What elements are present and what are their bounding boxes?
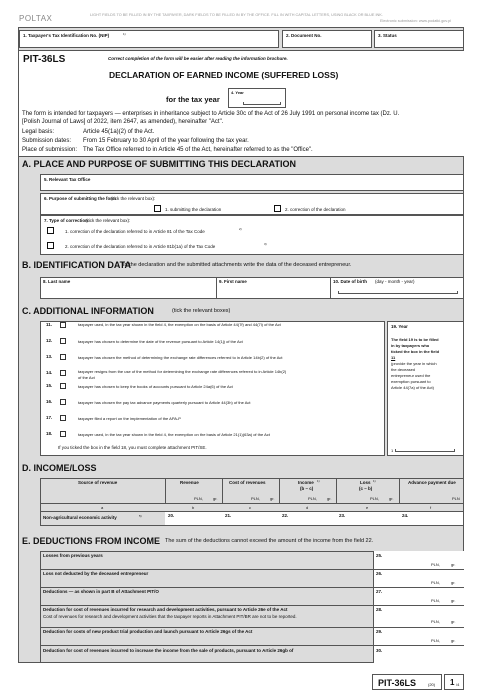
section-b-subtitle: In the declaration and the submitted attachments write the data of the deceased entrepreneur. — [123, 262, 352, 268]
item-17-text: taxpayer filed a report on the implementation of the APA-P — [78, 416, 181, 421]
letter-c: c — [249, 505, 251, 510]
letter-d: d — [306, 505, 309, 510]
form-intro-line1: The form is intended for taxpayers — enterprises in inheritance subject to Article 30c of the Act of 26 July 1991 on personal income tax (Dz. U. — [22, 111, 400, 117]
deduction-26-number: 26. — [376, 571, 383, 576]
correction-81-checkbox[interactable] — [47, 227, 54, 234]
advance-pln-unit: PLN — [452, 496, 460, 501]
footer-form-version: (20) — [428, 682, 436, 687]
purpose-submit-checkbox[interactable] — [154, 205, 161, 212]
deductions-amount-column — [373, 551, 464, 663]
cost-field[interactable] — [222, 512, 279, 526]
deduction-30-label: Deduction for cost of revenues incurred to increase the income from the sale of products, pursuant to Article 26gb of — [43, 648, 294, 653]
footer-form-code: PIT-36LS — [378, 678, 417, 688]
row-non-agricultural-label: Non-agricultural economic activity — [43, 515, 117, 520]
year-19-note-3: ticked the box in the field — [391, 349, 440, 354]
cost-pln-unit: PLN, — [251, 496, 260, 501]
deduction-26-label: Loss not deducted by the deceased entrepreneur — [43, 571, 149, 576]
revenue-gr-unit: gr. — [213, 496, 218, 501]
year-19-note-5: (provide the year in which — [391, 361, 437, 366]
correction-type-field — [40, 215, 464, 255]
year-19-note-1: The field 19 is to be filled — [391, 337, 439, 342]
row-divider — [40, 569, 464, 570]
status-label: 3. Status — [378, 33, 397, 38]
item-11-checkbox[interactable] — [60, 322, 66, 328]
row-divider — [40, 645, 464, 646]
col-loss-header: Loss — [360, 480, 371, 485]
item-14-text: taxpayer resigns from the use of the method for determining the exchange rate differences referred to in Article 14b(2) — [78, 369, 287, 374]
item-17-number: 17. — [46, 415, 53, 420]
item-11-number: 11. — [46, 322, 53, 327]
col-income-formula: (b – c) — [300, 486, 314, 491]
form-title: DECLARATION OF EARNED INCOME (SUFFERED LOSS) — [109, 70, 339, 80]
item-16-text: taxpayer has chosen the pay tax advance payments quarterly pursuant to Article 44(3h) of the Act — [78, 400, 251, 405]
year-19-note-8: exemption pursuant to — [391, 379, 431, 384]
field-21-number: 21. — [225, 513, 232, 518]
deduction-27-gr: gr. — [451, 598, 456, 603]
first-name-label: 9. First name — [219, 279, 247, 284]
year-19-note-2: in by taxpayers who — [391, 343, 430, 348]
year-label: 4. Year — [231, 90, 244, 95]
row-sup: 5) — [139, 514, 142, 518]
purpose-submit-label: 1. submitting the declaration — [165, 207, 222, 212]
item-16-checkbox[interactable] — [60, 399, 66, 405]
tax-office-field[interactable] — [40, 174, 464, 191]
purpose-correction-label: 2. correction of the declaration — [285, 207, 346, 212]
year-19-value: 1 — [391, 448, 394, 453]
legal-basis-key: Legal basis: — [22, 129, 55, 135]
item-11-text: taxpayer used, in the tax year shown in the field 4, the exemption on the basis of Article 44(7f) and 44(7i) of the Act — [78, 322, 281, 327]
advance-field[interactable] — [399, 512, 464, 526]
letter-a: a — [101, 505, 104, 510]
year-19-note-4: 11 — [391, 355, 396, 360]
item-15-text: taxpayer has chosen to keep the books of accounts pursuant to Article 24a(6) of the Act — [78, 384, 233, 389]
deduction-29-label: Deduction for costs of new product trial production and launch pursuant to Article 26gs of the Act — [43, 629, 253, 634]
deduction-25-pln: PLN, — [431, 562, 440, 567]
item-12-text: taxpayer has chosen to determine the date of the revenue pursuant to Article 14(1j) of the Act — [78, 339, 243, 344]
year-19-note-6: the deceased — [391, 367, 416, 372]
item-13-checkbox[interactable] — [60, 354, 66, 360]
purpose-field — [40, 193, 464, 215]
place-of-submission-value: The Tax Office referred to in Article 45 of the Act, hereinafter referred to as the "Office". — [83, 147, 313, 153]
nip-sup: 1) — [123, 32, 126, 36]
footer-page-total: /4 — [456, 682, 460, 687]
deduction-25-number: 25. — [376, 553, 383, 558]
col-income-header: Income — [298, 480, 314, 485]
deduction-30-number: 30. — [376, 648, 383, 653]
item-16-number: 16. — [46, 399, 53, 404]
deduction-25-label: Losses from previous years — [43, 553, 103, 558]
footer-code-box — [372, 674, 442, 690]
row-divider — [40, 587, 464, 588]
section-c-footnote: If you ticked the box in the field 18, you must complete attachment PIT/SE. — [58, 445, 207, 450]
correction-81-sup: 2) — [239, 227, 242, 231]
letter-row — [40, 504, 464, 512]
date-of-birth-hint: (day - month - year) — [375, 279, 415, 284]
correction-type-hint: (tick the relevant box): — [86, 218, 131, 223]
deduction-28-pln: PLN, — [431, 619, 440, 624]
item-13-text: taxpayer has chosen the method of determining the exchange rate differences referred to in Article 14b(2) of the Act — [78, 355, 283, 360]
deduction-28-number: 28. — [376, 607, 383, 612]
nip-field[interactable] — [19, 30, 279, 48]
deduction-28-label: Deduction for cost of revenues incurred for research and development activities, pursuant to Article 26e of the Act — [43, 607, 288, 612]
year-ticks — [243, 102, 281, 105]
section-e-title: E. DEDUCTIONS FROM INCOME — [22, 536, 161, 546]
item-14-text-cont: of the Act — [78, 375, 95, 380]
year-19-field[interactable] — [387, 321, 464, 456]
field-24-number: 24. — [402, 513, 409, 518]
deduction-29-gr: gr. — [451, 638, 456, 643]
last-name-field[interactable] — [40, 277, 216, 299]
section-c-hint: (tick the relevant boxes) — [172, 308, 231, 314]
electronic-submission: Electronic submission: www.podatki.gov.pl — [380, 19, 452, 23]
section-d-title: D. INCOME/LOSS — [22, 463, 97, 473]
income-gr-unit: gr. — [327, 496, 332, 501]
item-18-number: 18. — [46, 431, 53, 436]
item-18-checkbox[interactable] — [60, 431, 66, 437]
date-of-birth-ticks — [338, 291, 458, 294]
deduction-28-note: Cost of revenues for research and development activities that the taxpayer reports in Attachment PIT/BR are not to be reported. — [43, 614, 297, 619]
col-advance-header: Advance payment due — [408, 480, 456, 485]
letter-b: b — [192, 505, 195, 510]
document-no-label: 2. Document No. — [286, 33, 322, 38]
revenue-field[interactable] — [165, 512, 222, 526]
submission-dates-key: Submission dates: — [22, 138, 72, 144]
form-intro-line2: [Polish Journal of Laws] of 2022, item 2647, as amended), hereinafter "Act". — [22, 119, 224, 125]
deduction-29-pln: PLN, — [431, 638, 440, 643]
deduction-26-gr: gr. — [451, 580, 456, 585]
field-23-number: 23. — [339, 513, 346, 518]
col-source-header: Source of revenue — [78, 480, 118, 485]
section-b-title: B. IDENTIFICATION DATA — [22, 260, 131, 270]
deduction-27-number: 27. — [376, 589, 383, 594]
year-field[interactable] — [228, 88, 286, 108]
cost-gr-unit: gr. — [270, 496, 275, 501]
section-c-title: C. ADDITIONAL INFORMATION — [22, 306, 154, 316]
revenue-pln-unit: PLN, — [194, 496, 203, 501]
deduction-25-gr: gr. — [451, 562, 456, 567]
correction-81b-sup: 3) — [264, 242, 267, 246]
purpose-hint: (tick the relevant box): — [111, 196, 156, 201]
letter-f: f — [430, 505, 432, 510]
deduction-28-gr: gr. — [451, 619, 456, 624]
form-note: Correct completion of the form will be easier after reading the information brochure. — [108, 56, 288, 61]
year-19-note-9: Article 44(7a) of the Act) — [391, 385, 434, 390]
col-cost-header: Cost of revenues — [229, 480, 266, 485]
item-15-checkbox[interactable] — [60, 383, 66, 389]
col-loss-formula: (c – b) — [359, 486, 373, 491]
correction-81b-checkbox[interactable] — [47, 242, 54, 249]
year-19-ticks — [395, 449, 455, 452]
footer-page-number: 1 — [450, 678, 455, 687]
deduction-27-label: Deductions — as shown in part B of Attachment PIT/O — [43, 589, 159, 594]
col-revenue-header: Revenue — [180, 480, 199, 485]
header-notice: LIGHT FIELDS TO BE FILLED IN BY THE TAXPAYER, DARK FIELDS TO BE FILLED IN BY THE OFFICE. FILL IN WITH CAPITAL LETTERS, USING BLACK OR BLUE INK. — [90, 13, 383, 17]
section-a-title: A. PLACE AND PURPOSE OF SUBMITTING THIS DECLARATION — [22, 159, 297, 169]
deduction-27-pln: PLN, — [431, 598, 440, 603]
correction-81-label: 1. correction of the declaration referred to in Article 81 of the Tax Code — [65, 229, 205, 234]
tax-office-label: 5. Relevant Tax Office — [44, 177, 91, 182]
date-of-birth-label: 10. Date of birth — [333, 279, 368, 284]
status-field — [374, 30, 464, 48]
submission-dates-value: From 15 February to 30 April of the year following the tax year. — [83, 138, 249, 144]
correction-type-label: 7. Type of correction — [44, 218, 88, 223]
item-18-text: taxpayer used, in the tax year shown in the field 4, the exemption on the basis of Article 21(1)(63a) of the Act — [78, 432, 270, 437]
letter-e: e — [366, 505, 369, 510]
purpose-label: 6. Purpose of submitting the form — [44, 196, 117, 201]
form-code: PIT-36LS — [23, 54, 66, 65]
poltax-logo: POLTAX — [19, 14, 53, 23]
item-14-number: 14. — [46, 370, 53, 375]
item-12-checkbox[interactable] — [60, 338, 66, 344]
footer-page-box — [444, 674, 464, 690]
loss-pln-unit: PLN, — [370, 496, 379, 501]
item-17-checkbox[interactable] — [60, 415, 66, 421]
nip-label: 1. Taxpayer's Tax Identification No. (NIP) — [23, 33, 110, 38]
year-19-note-7: entrepreneur used the — [391, 373, 431, 378]
deduction-26-pln: PLN, — [431, 580, 440, 585]
loss-field[interactable] — [336, 512, 399, 526]
legal-basis-value: Article 45(1a)(2) of the Act. — [83, 129, 155, 135]
item-12-number: 12. — [46, 338, 53, 343]
loss-gr-unit: gr. — [389, 496, 394, 501]
field-22-number: 22. — [282, 513, 289, 518]
income-field[interactable] — [279, 512, 336, 526]
date-of-birth-field[interactable] — [330, 277, 464, 299]
first-name-field[interactable] — [216, 277, 330, 299]
col-loss-sup: 1) — [373, 479, 376, 483]
item-15-number: 15. — [46, 383, 53, 388]
field-20-number: 20. — [168, 513, 175, 518]
year-19-label: 19. Year — [391, 324, 408, 329]
section-e-subtitle: The sum of the deductions cannot exceed the amount of the income from the field 22. — [165, 538, 374, 544]
last-name-label: 8. Last name — [43, 279, 71, 284]
col-income-sup: 1) — [317, 479, 320, 483]
deduction-29-number: 29. — [376, 629, 383, 634]
item-14-checkbox[interactable] — [60, 370, 66, 376]
place-of-submission-key: Place of submission: — [22, 147, 78, 153]
purpose-correction-checkbox[interactable] — [274, 205, 281, 212]
row-divider — [40, 627, 464, 628]
row-divider — [40, 605, 464, 606]
income-pln-unit: PLN, — [308, 496, 317, 501]
document-no-field — [282, 30, 372, 48]
item-13-number: 13. — [46, 354, 53, 359]
correction-81b-label: 2. correction of the declaration referred to in Article 81b(1a) of the Tax Code — [65, 244, 216, 249]
for-tax-year: for the tax year — [166, 95, 220, 104]
